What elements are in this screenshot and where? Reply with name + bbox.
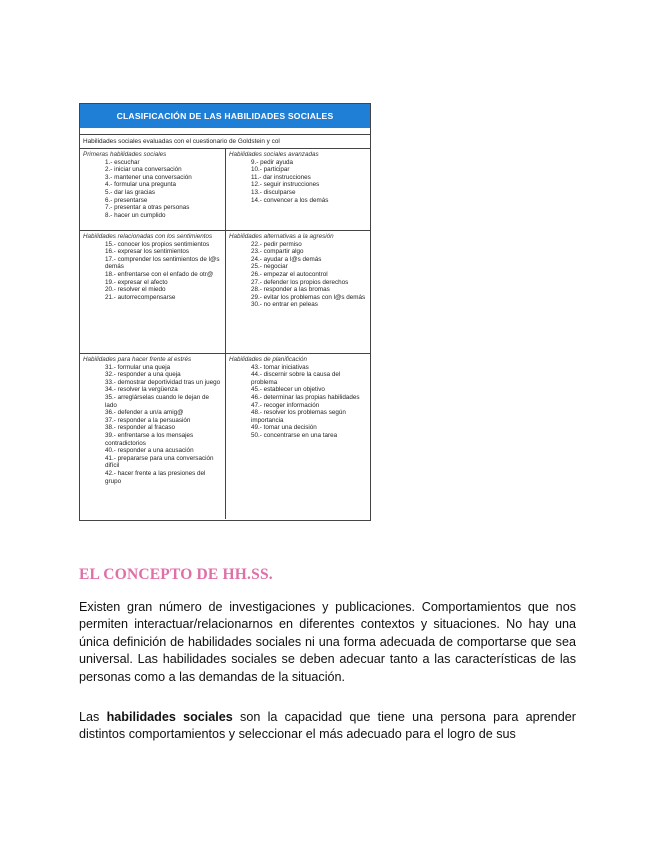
list-item: 11.- dar instrucciones bbox=[251, 173, 311, 181]
list-item: 4.- formular una pregunta bbox=[105, 181, 177, 189]
list-item: 48.- resolver los problemas según importancia bbox=[251, 409, 346, 424]
paragraph-text: son la capacidad que tiene una persona para aprender distintos comportamientos y seleccionar el más adecuado para el logro de sus bbox=[79, 710, 576, 742]
list-item: 16.- expresar los sentimientos bbox=[105, 248, 189, 256]
list-item: 18.- enfrentarse con el enfado de otr@ bbox=[105, 270, 214, 278]
paragraph bbox=[79, 709, 576, 744]
list-item: 12.- seguir instrucciones bbox=[251, 181, 320, 189]
list-item: 44.- discernir sobre la causa del problema bbox=[251, 371, 341, 386]
list-item: 5.- dar las gracias bbox=[105, 188, 156, 196]
list-item: 24.- ayudar a l@s demás bbox=[251, 255, 322, 263]
list-item: 39.- enfrentarse a los mensajes contradictorios bbox=[105, 431, 194, 447]
skill-list bbox=[83, 159, 222, 220]
table-cell bbox=[80, 149, 225, 230]
list-item: 34.- resolver la vergüenza bbox=[105, 386, 178, 394]
social-skills-classification-table bbox=[79, 103, 371, 521]
list-item: 47.- recoger información bbox=[251, 401, 320, 409]
list-item: 23.- compartir algo bbox=[251, 248, 304, 256]
list-item: 25.- negociar bbox=[251, 263, 288, 271]
list-item: 42.- hacer frente a las presiones del grupo bbox=[105, 469, 206, 485]
list-item: 37.- responder a la persuasión bbox=[105, 416, 191, 424]
list-item: 50.- concentrarse en una tarea bbox=[251, 431, 338, 439]
list-item: 35.- arreglárselas cuando le dejan de lado bbox=[105, 393, 209, 409]
list-item: 29.- evitar los problemas con l@s demás bbox=[251, 293, 366, 301]
list-item: 28.- responder a las bromas bbox=[251, 286, 330, 294]
paragraph-lead: Las bbox=[79, 710, 107, 724]
list-item: 6.- presentarse bbox=[105, 196, 148, 204]
skill-list bbox=[83, 241, 222, 302]
table-title: CLASIFICACIÓN DE LAS HABILIDADES SOCIALES bbox=[80, 104, 370, 134]
group-heading: Habilidades sociales avanzadas bbox=[229, 151, 319, 158]
list-item: 49.- tomar una decisión bbox=[251, 424, 317, 432]
group-heading: Habilidades alternativas a la agresión bbox=[229, 233, 334, 240]
skill-list bbox=[229, 241, 367, 309]
group-heading: Habilidades relacionadas con los sentimientos bbox=[83, 233, 213, 240]
table-row bbox=[80, 231, 370, 354]
list-item: 8.- hacer un cumplido bbox=[105, 211, 166, 219]
list-item: 17.- comprender los sentimientos de l@s demás bbox=[105, 255, 220, 271]
list-item: 19.- expresar el afecto bbox=[105, 278, 168, 286]
list-item: 21.- autorrecompensarse bbox=[105, 293, 176, 301]
list-item: 43.- tomar iniciativas bbox=[251, 363, 309, 371]
skill-list bbox=[229, 159, 367, 205]
list-item: 33.- demostrar deportividad tras un juego bbox=[105, 378, 221, 386]
table-cell bbox=[225, 231, 370, 353]
list-item: 32.- responder a una queja bbox=[105, 371, 181, 379]
list-item: 14.- convencer a los demás bbox=[251, 196, 329, 204]
table-row bbox=[80, 149, 370, 231]
list-item: 20.- resolver el miedo bbox=[105, 286, 166, 294]
list-item: 2.- iniciar una conversación bbox=[105, 166, 182, 174]
list-item: 31.- formular una queja bbox=[105, 363, 171, 371]
group-heading: Habilidades para hacer frente al estrés bbox=[83, 356, 192, 363]
list-item: 40.- responder a una acusación bbox=[105, 447, 194, 455]
list-item: 30.- no entrar en peleas bbox=[251, 301, 318, 309]
skill-list bbox=[229, 364, 367, 440]
paragraph: Existen gran número de investigaciones y publicaciones. Comportamientos que nos permiten interactuar/relacionarnos en diferentes contextos y situaciones. No hay una única definición de habilidades sociales ni una forma adecuada de comportarse que sea universal. Las habilidades sociales se deben adecuar tanto a las características de las personas como a las demandas de la situación. bbox=[79, 600, 576, 684]
skill-list bbox=[83, 364, 222, 486]
list-item: 3.- mantener una conversación bbox=[105, 173, 192, 181]
list-item: 10.- participar bbox=[251, 166, 290, 174]
table-cell bbox=[80, 231, 225, 353]
group-heading: Habilidades de planificación bbox=[229, 356, 308, 363]
list-item: 27.- defender los propios derechos bbox=[251, 278, 349, 286]
table-cell bbox=[225, 149, 370, 230]
list-item: 45.- establecer un objetivo bbox=[251, 386, 325, 394]
list-item: 9.- pedir ayuda bbox=[251, 158, 294, 166]
list-item: 26.- empezar el autocontrol bbox=[251, 270, 328, 278]
list-item: 38.- responder al fracaso bbox=[105, 424, 176, 432]
list-item: 7.- presentar a otras personas bbox=[105, 204, 190, 212]
list-item: 15.- conocer los propios sentimientos bbox=[105, 240, 210, 248]
group-heading: Primeras habilidades sociales bbox=[83, 151, 167, 158]
list-item: 1.- escuchar bbox=[105, 158, 140, 166]
section-heading: EL CONCEPTO DE HH.SS. bbox=[79, 566, 273, 583]
table-cell bbox=[225, 354, 370, 519]
bold-term: habilidades sociales bbox=[106, 710, 233, 724]
table-subtitle: Habilidades sociales evaluadas con el cuestionario de Goldstein y col bbox=[80, 134, 370, 149]
table-row bbox=[80, 354, 370, 519]
list-item: 13.- disculparse bbox=[251, 188, 296, 196]
list-item: 41.- prepararse para una conversación difícil bbox=[105, 454, 214, 470]
list-item: 36.- defender a un/a amig@ bbox=[105, 409, 184, 417]
list-item: 46.- determinar las propias habilidades bbox=[251, 393, 360, 401]
list-item: 22.- pedir permiso bbox=[251, 240, 302, 248]
table-cell bbox=[80, 354, 225, 519]
